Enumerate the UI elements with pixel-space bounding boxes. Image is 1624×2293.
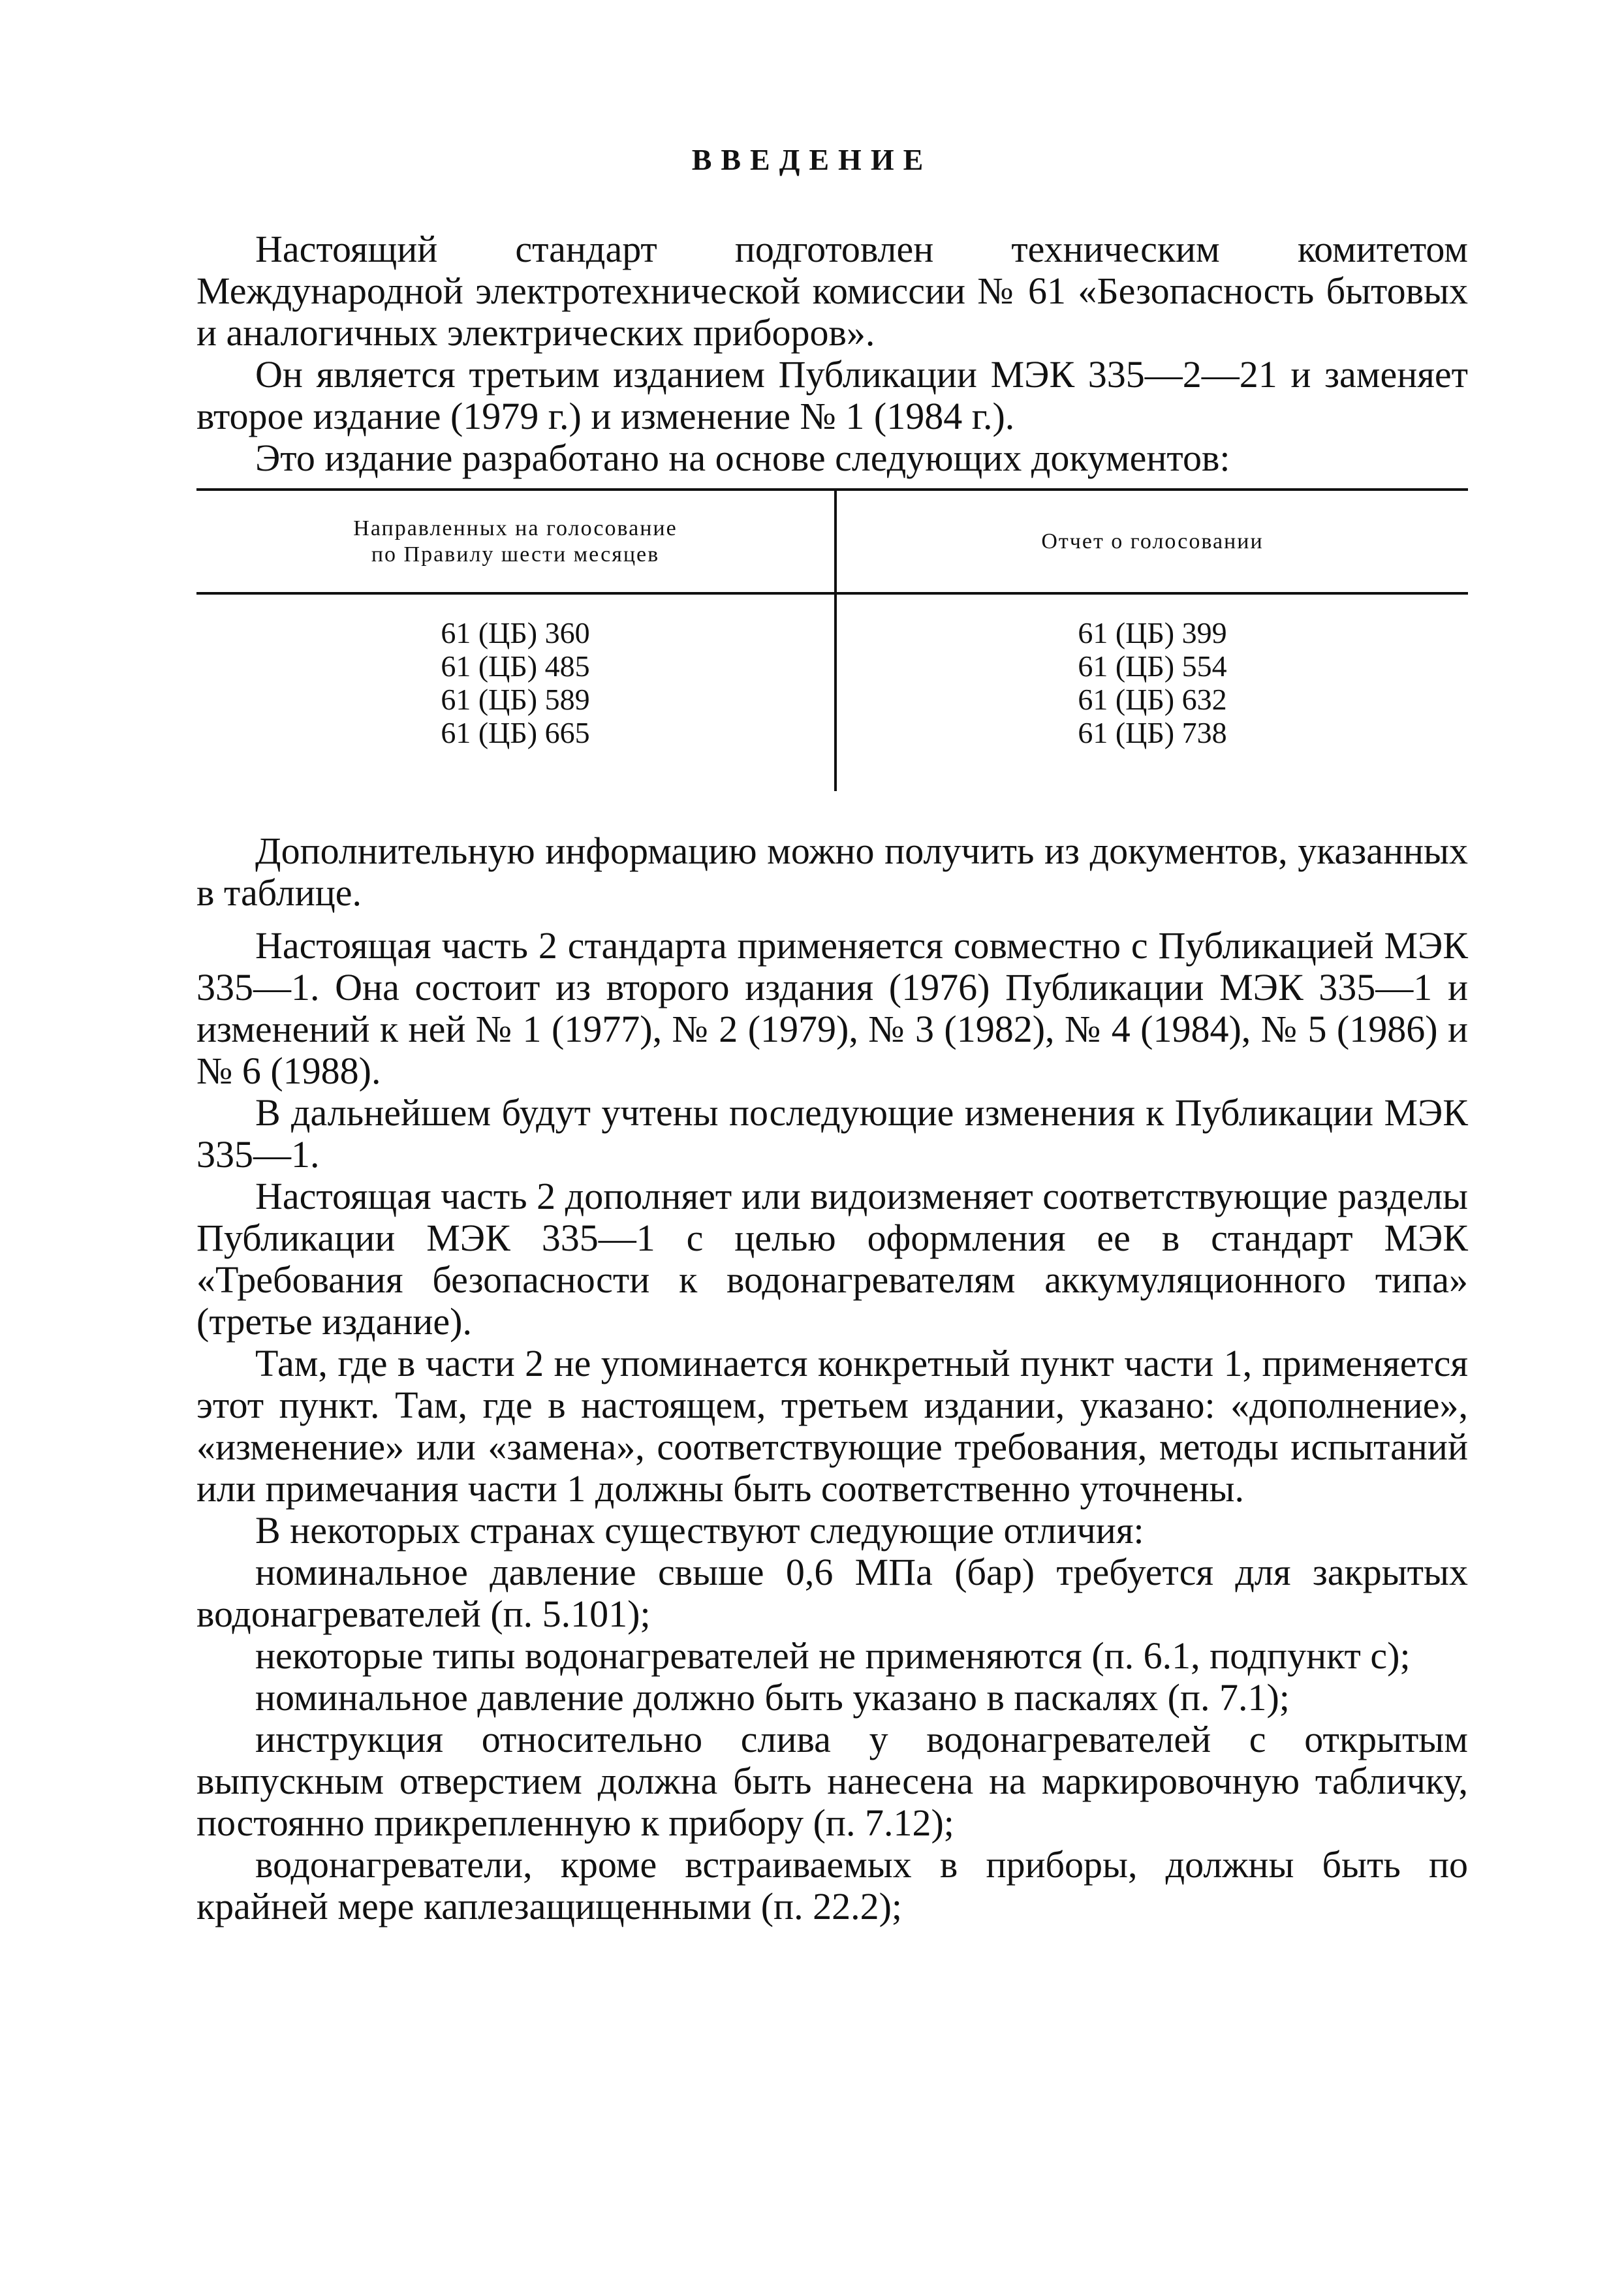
header-voting-report (835, 490, 1468, 593)
header-line: по Правилу шести месяцев (371, 542, 660, 567)
documents-table (196, 488, 1468, 791)
difference-item: номинальное давление свыше 0,6 МПа (бар) требуется для закрытых водонагревателей (п. 5.101); (196, 1551, 1468, 1635)
header-draft-documents (196, 490, 835, 593)
difference-item: некоторые типы водонагревателей не применяются (п. 6.1, подпункт с); (255, 1634, 1411, 1677)
part2-section (196, 925, 1468, 1927)
document-code: 61 (ЦБ) 360 (441, 616, 590, 649)
difference-item: инструкция относительно слива у водонагревателей с открытым выпускным отверстием должна быть нанесена на маркировочную табличку, постоянно прикрепленную к прибору (п. 7.12); (196, 1718, 1468, 1844)
intro-paragraph: Настоящий стандарт подготовлен техническим комитетом Международной электротехнической комиссии № 61 «Безопасность бытовых и аналогичных электрических приборов». (196, 228, 1468, 354)
header-line: Направленных на голосование (353, 516, 678, 540)
table-row (196, 593, 1468, 791)
document-code: 61 (ЦБ) 665 (441, 716, 590, 749)
part2-paragraph: Настоящая часть 2 дополняет или видоизменяет соответствующие разделы Публикации МЭК 335—1 с целью оформления ее в стандарт МЭК «Требования безопасности к водонагревателям аккумуляционного типа» (третье издание). (196, 1175, 1468, 1343)
intro-section (196, 228, 1468, 479)
header-line: Отчет о голосовании (1041, 529, 1264, 554)
document-code: 61 (ЦБ) 738 (1078, 716, 1227, 749)
part2-paragraph: В некоторых странах существуют следующие отличия: (255, 1509, 1144, 1552)
intro-paragraph: Он является третьим изданием Публикации МЭК 335—2—21 и заменяет второе издание (1979 г.) и изменение № 1 (1984 г.). (196, 353, 1468, 437)
part2-paragraph: Там, где в части 2 не упоминается конкретный пункт части 1, применяется этот пункт. Там, где в настоящем, третьем издании, указано: «дополнение», «изменение» или «замена», соответствующие требования, методы испытаний или примечания части 1 должны быть соответственно уточнены. (196, 1342, 1468, 1510)
document-code: 61 (ЦБ) 485 (441, 649, 590, 683)
draft-documents-cell (196, 593, 835, 791)
part2-paragraph: Настоящая часть 2 стандарта применяется совместно с Публикацией МЭК 335—1. Она состоит из второго издания (1976) Публикации МЭК 335—1 и изменений к ней № 1 (1977), № 2 (1979), № 3 (1982), № 4 (1984), № 5 (1986) и № 6 (1988). (196, 924, 1468, 1092)
document-code: 61 (ЦБ) 632 (1078, 683, 1227, 716)
page-title: ВВЕДЕНИЕ (691, 143, 933, 176)
part2-paragraph: В дальнейшем будут учтены последующие изменения к Публикации МЭК 335—1. (196, 1091, 1468, 1176)
document-code: 61 (ЦБ) 399 (1078, 616, 1227, 649)
difference-item: водонагреватели, кроме встраиваемых в приборы, должны быть по крайней мере каплезащищенными (п. 22.2); (196, 1843, 1468, 1927)
voting-reports-cell (835, 593, 1468, 791)
table-header-row (196, 490, 1468, 593)
difference-item: номинальное давление должно быть указано в паскалях (п. 7.1); (255, 1676, 1290, 1719)
intro-paragraph: Это издание разработано на основе следующих документов: (255, 437, 1230, 479)
document-code: 61 (ЦБ) 589 (441, 683, 590, 716)
document-code: 61 (ЦБ) 554 (1078, 649, 1227, 683)
additional-info-section (196, 830, 1468, 914)
additional-info-paragraph: Дополнительную информацию можно получить из документов, указанных в таблице. (196, 830, 1468, 914)
